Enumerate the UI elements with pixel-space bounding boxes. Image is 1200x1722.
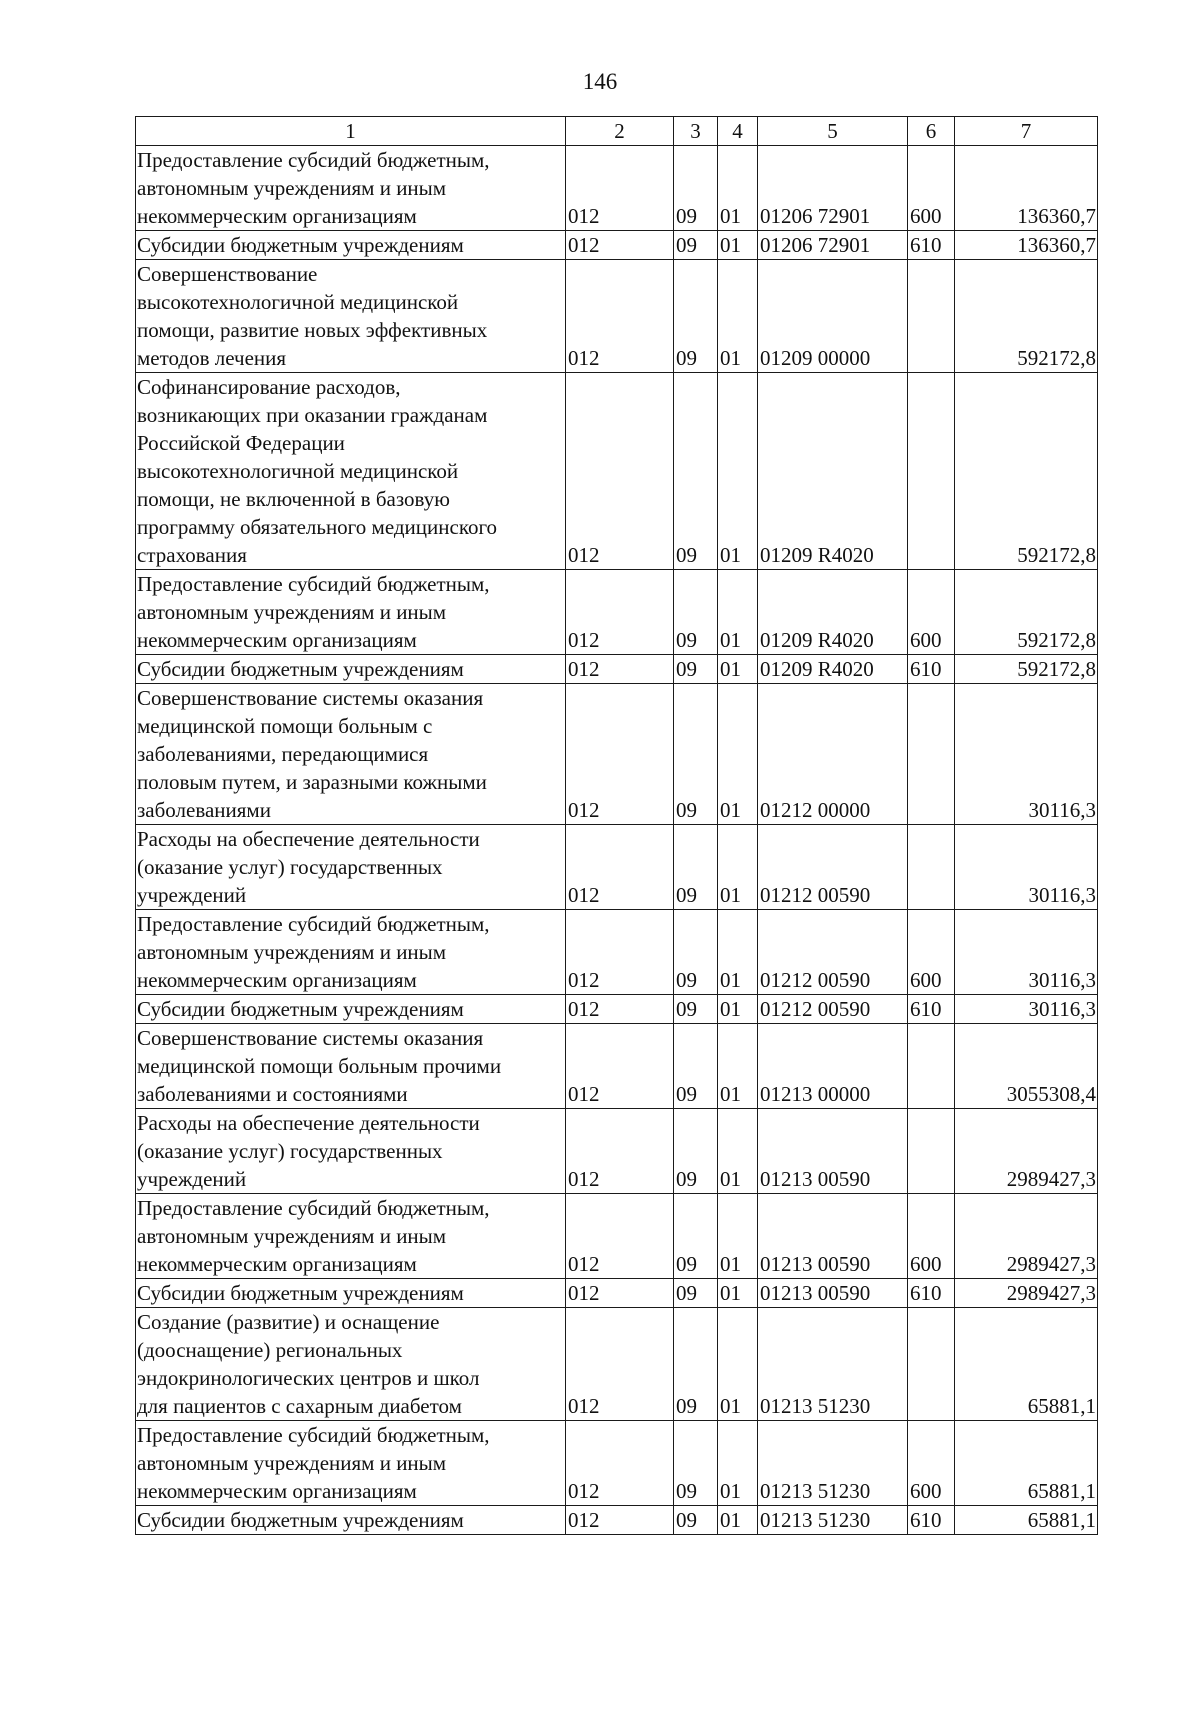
header-cell: 4 <box>718 117 758 146</box>
row-amount-cell: 30116,3 <box>955 684 1098 825</box>
row-subsection-cell: 01 <box>718 146 758 231</box>
row-amount-cell: 65881,1 <box>955 1421 1098 1506</box>
row-target-code-cell: 01213 51230 <box>758 1308 908 1421</box>
row-admin-code-cell: 012 <box>566 1024 674 1109</box>
row-section-cell: 09 <box>674 910 718 995</box>
row-admin-code-cell: 012 <box>566 570 674 655</box>
row-expense-type-cell: 610 <box>908 995 955 1024</box>
table-row <box>136 260 1098 373</box>
row-target-code-cell: 01209 R4020 <box>758 570 908 655</box>
row-amount-cell: 2989427,3 <box>955 1279 1098 1308</box>
row-name-cell: Совершенствование системы оказания медицинской помощи больным прочими заболеваниями и состояниями <box>136 1024 566 1109</box>
table-body <box>136 117 1098 1535</box>
row-target-code-cell: 01209 R4020 <box>758 655 908 684</box>
row-expense-type-cell <box>908 825 955 910</box>
row-subsection-cell: 01 <box>718 910 758 995</box>
row-subsection-cell: 01 <box>718 260 758 373</box>
row-section-cell: 09 <box>674 1421 718 1506</box>
row-name-cell: Совершенствование системы оказания медицинской помощи больным с заболеваниями, передающимися половым путем, и заразными кожными заболеваниями <box>136 684 566 825</box>
row-target-code-cell: 01213 00000 <box>758 1024 908 1109</box>
table-row <box>136 146 1098 231</box>
row-target-code-cell: 01213 00590 <box>758 1109 908 1194</box>
row-subsection-cell: 01 <box>718 1024 758 1109</box>
table-row <box>136 1194 1098 1279</box>
row-subsection-cell: 01 <box>718 1308 758 1421</box>
row-admin-code-cell: 012 <box>566 146 674 231</box>
row-subsection-cell: 01 <box>718 1279 758 1308</box>
row-expense-type-cell: 610 <box>908 1506 955 1535</box>
row-expense-type-cell <box>908 1109 955 1194</box>
row-target-code-cell: 01212 00590 <box>758 995 908 1024</box>
row-name-cell: Субсидии бюджетным учреждениям <box>136 231 566 260</box>
row-expense-type-cell <box>908 1024 955 1109</box>
row-name-cell: Субсидии бюджетным учреждениям <box>136 655 566 684</box>
row-admin-code-cell: 012 <box>566 910 674 995</box>
row-amount-cell: 65881,1 <box>955 1506 1098 1535</box>
row-subsection-cell: 01 <box>718 231 758 260</box>
row-section-cell: 09 <box>674 1194 718 1279</box>
row-section-cell: 09 <box>674 1506 718 1535</box>
row-name-cell: Предоставление субсидий бюджетным, автономным учреждениям и иным некоммерческим организациям <box>136 910 566 995</box>
row-section-cell: 09 <box>674 373 718 570</box>
row-expense-type-cell <box>908 260 955 373</box>
row-subsection-cell: 01 <box>718 1109 758 1194</box>
row-expense-type-cell: 610 <box>908 1279 955 1308</box>
row-admin-code-cell: 012 <box>566 1421 674 1506</box>
row-admin-code-cell: 012 <box>566 260 674 373</box>
row-admin-code-cell: 012 <box>566 1279 674 1308</box>
row-name-cell: Предоставление субсидий бюджетным, автономным учреждениям и иным некоммерческим организациям <box>136 146 566 231</box>
row-target-code-cell: 01213 51230 <box>758 1421 908 1506</box>
header-cell: 1 <box>136 117 566 146</box>
row-admin-code-cell: 012 <box>566 684 674 825</box>
row-amount-cell: 592172,8 <box>955 260 1098 373</box>
row-target-code-cell: 01213 00590 <box>758 1279 908 1308</box>
row-subsection-cell: 01 <box>718 570 758 655</box>
row-amount-cell: 136360,7 <box>955 146 1098 231</box>
row-section-cell: 09 <box>674 684 718 825</box>
row-subsection-cell: 01 <box>718 373 758 570</box>
row-amount-cell: 65881,1 <box>955 1308 1098 1421</box>
table-header-row <box>136 117 1098 146</box>
row-amount-cell: 2989427,3 <box>955 1194 1098 1279</box>
table-row <box>136 570 1098 655</box>
row-name-cell: Совершенствование высокотехнологичной медицинской помощи, развитие новых эффективных методов лечения <box>136 260 566 373</box>
row-section-cell: 09 <box>674 1109 718 1194</box>
row-subsection-cell: 01 <box>718 825 758 910</box>
row-admin-code-cell: 012 <box>566 373 674 570</box>
row-section-cell: 09 <box>674 570 718 655</box>
row-admin-code-cell: 012 <box>566 1194 674 1279</box>
row-section-cell: 09 <box>674 655 718 684</box>
row-admin-code-cell: 012 <box>566 1109 674 1194</box>
row-amount-cell: 30116,3 <box>955 995 1098 1024</box>
row-subsection-cell: 01 <box>718 1194 758 1279</box>
row-expense-type-cell: 610 <box>908 655 955 684</box>
row-name-cell: Предоставление субсидий бюджетным, автономным учреждениям и иным некоммерческим организациям <box>136 1194 566 1279</box>
header-cell: 6 <box>908 117 955 146</box>
row-admin-code-cell: 012 <box>566 995 674 1024</box>
row-target-code-cell: 01209 R4020 <box>758 373 908 570</box>
row-target-code-cell: 01212 00590 <box>758 825 908 910</box>
row-section-cell: 09 <box>674 1279 718 1308</box>
row-amount-cell: 592172,8 <box>955 373 1098 570</box>
row-target-code-cell: 01213 51230 <box>758 1506 908 1535</box>
row-expense-type-cell: 610 <box>908 231 955 260</box>
table-row <box>136 1024 1098 1109</box>
table-row <box>136 1308 1098 1421</box>
row-name-cell: Расходы на обеспечение деятельности (оказание услуг) государственных учреждений <box>136 825 566 910</box>
row-amount-cell: 30116,3 <box>955 910 1098 995</box>
row-section-cell: 09 <box>674 146 718 231</box>
table-row <box>136 1279 1098 1308</box>
row-expense-type-cell: 600 <box>908 910 955 995</box>
row-name-cell: Субсидии бюджетным учреждениям <box>136 995 566 1024</box>
row-name-cell: Предоставление субсидий бюджетным, автономным учреждениям и иным некоммерческим организациям <box>136 1421 566 1506</box>
table-row <box>136 995 1098 1024</box>
row-expense-type-cell <box>908 684 955 825</box>
table-row <box>136 373 1098 570</box>
row-amount-cell: 2989427,3 <box>955 1109 1098 1194</box>
table-row <box>136 825 1098 910</box>
row-section-cell: 09 <box>674 1308 718 1421</box>
header-cell: 5 <box>758 117 908 146</box>
row-name-cell: Софинансирование расходов, возникающих при оказании гражданам Российской Федерации высокотехнологичной медицинской помощи, не включенной в базовую программу обязательного медицинского страхования <box>136 373 566 570</box>
table-row <box>136 1506 1098 1535</box>
row-section-cell: 09 <box>674 260 718 373</box>
row-target-code-cell: 01206 72901 <box>758 231 908 260</box>
row-subsection-cell: 01 <box>718 655 758 684</box>
row-target-code-cell: 01212 00590 <box>758 910 908 995</box>
row-name-cell: Субсидии бюджетным учреждениям <box>136 1506 566 1535</box>
table-row <box>136 1421 1098 1506</box>
table-row <box>136 231 1098 260</box>
row-target-code-cell: 01212 00000 <box>758 684 908 825</box>
row-section-cell: 09 <box>674 995 718 1024</box>
row-amount-cell: 30116,3 <box>955 825 1098 910</box>
table-row <box>136 1109 1098 1194</box>
page-number: 146 <box>582 69 618 94</box>
table-row <box>136 684 1098 825</box>
row-admin-code-cell: 012 <box>566 231 674 260</box>
row-expense-type-cell <box>908 1308 955 1421</box>
row-subsection-cell: 01 <box>718 1421 758 1506</box>
header-cell: 7 <box>955 117 1098 146</box>
table-row <box>136 910 1098 995</box>
row-section-cell: 09 <box>674 231 718 260</box>
row-admin-code-cell: 012 <box>566 655 674 684</box>
row-subsection-cell: 01 <box>718 995 758 1024</box>
table-row <box>136 655 1098 684</box>
row-target-code-cell: 01209 00000 <box>758 260 908 373</box>
row-amount-cell: 136360,7 <box>955 231 1098 260</box>
row-section-cell: 09 <box>674 825 718 910</box>
row-admin-code-cell: 012 <box>566 1506 674 1535</box>
row-target-code-cell: 01213 00590 <box>758 1194 908 1279</box>
header-cell: 2 <box>566 117 674 146</box>
row-expense-type-cell: 600 <box>908 146 955 231</box>
row-section-cell: 09 <box>674 1024 718 1109</box>
row-amount-cell: 592172,8 <box>955 655 1098 684</box>
row-name-cell: Создание (развитие) и оснащение (дооснащение) региональных эндокринологических центров и школ для пациентов с сахарным диабетом <box>136 1308 566 1421</box>
row-name-cell: Субсидии бюджетным учреждениям <box>136 1279 566 1308</box>
row-expense-type-cell: 600 <box>908 1421 955 1506</box>
row-admin-code-cell: 012 <box>566 1308 674 1421</box>
row-admin-code-cell: 012 <box>566 825 674 910</box>
row-amount-cell: 592172,8 <box>955 570 1098 655</box>
row-name-cell: Расходы на обеспечение деятельности (оказание услуг) государственных учреждений <box>136 1109 566 1194</box>
budget-table <box>135 116 1098 1535</box>
row-subsection-cell: 01 <box>718 1506 758 1535</box>
row-expense-type-cell: 600 <box>908 1194 955 1279</box>
row-expense-type-cell: 600 <box>908 570 955 655</box>
row-amount-cell: 3055308,4 <box>955 1024 1098 1109</box>
row-target-code-cell: 01206 72901 <box>758 146 908 231</box>
row-name-cell: Предоставление субсидий бюджетным, автономным учреждениям и иным некоммерческим организациям <box>136 570 566 655</box>
row-subsection-cell: 01 <box>718 684 758 825</box>
row-expense-type-cell <box>908 373 955 570</box>
header-cell: 3 <box>674 117 718 146</box>
